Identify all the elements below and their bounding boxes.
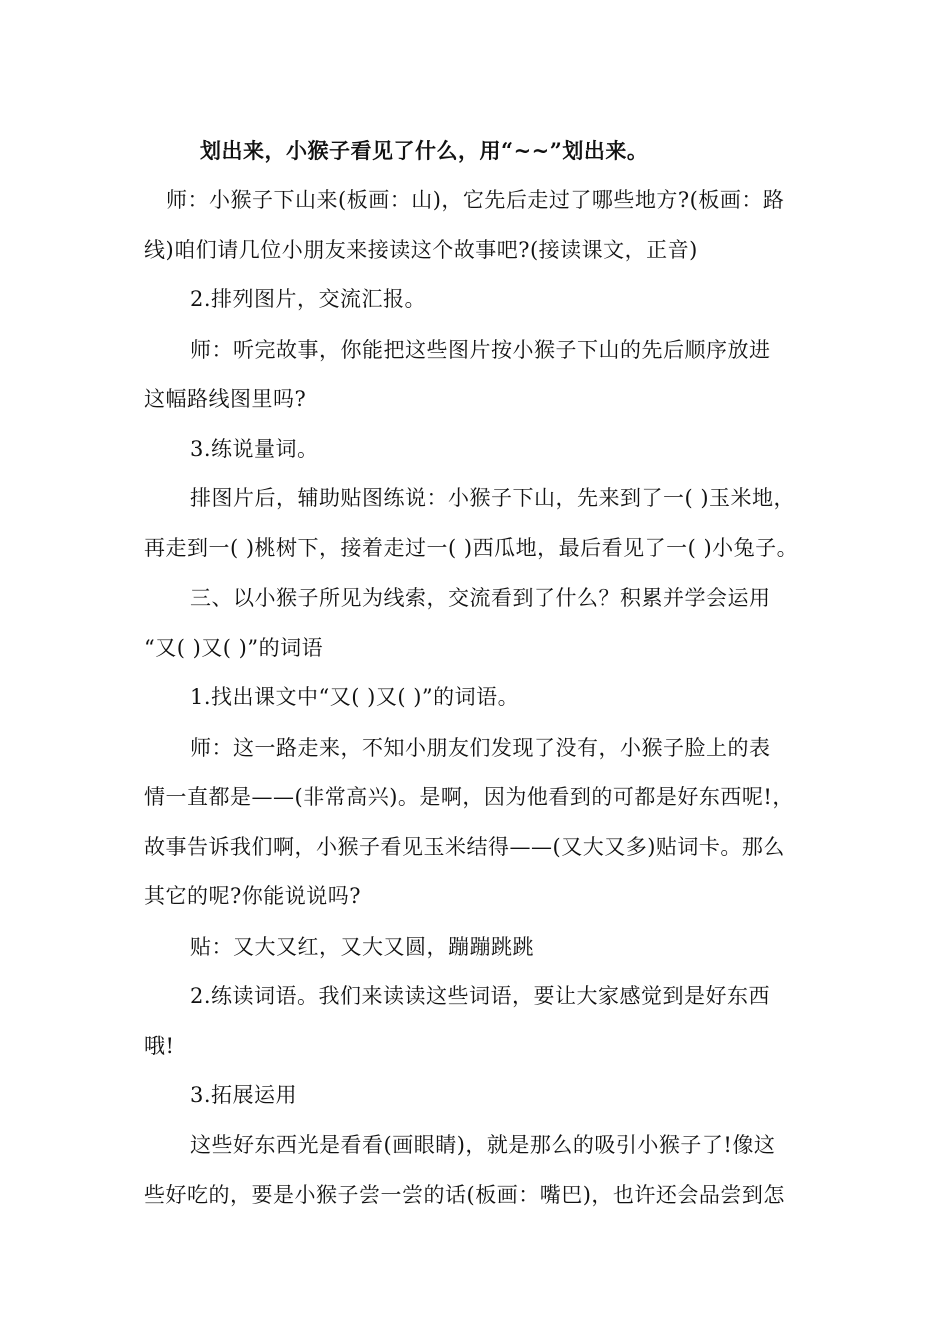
paragraph-line-16: 其它的呢?你能说说吗? — [144, 884, 362, 908]
section-heading-1: 1.找出课文中“又( )又( )”的词语。 — [190, 685, 520, 709]
paragraph-line-14: 情一直都是——(非常高兴)。是啊，因为他看到的可都是好东西呢!， — [144, 785, 794, 809]
paragraph-line-13: 师：这一路走来，不知小朋友们发现了没有，小猴子脸上的表 — [190, 736, 771, 760]
paragraph-line-8: 排图片后，辅助贴图练说：小猴子下山，先来到了一( )玉米地， — [190, 486, 796, 510]
section-heading-2: 2.排列图片，交流汇报。 — [190, 287, 427, 311]
paragraph-line-3: 线)咱们请几位小朋友来接读这个故事吧?(接读课文，正音) — [144, 238, 698, 262]
paragraph-line-22: 些好吃的，要是小猴子尝一尝的话(板画：嘴巴)，也许还会品尝到怎 — [144, 1183, 785, 1207]
section-heading-3b: 3.拓展运用 — [190, 1083, 298, 1107]
section-heading-3: 3.练说量词。 — [190, 437, 319, 461]
paragraph-line-9: 再走到一( )桃树下，接着走过一( )西瓜地，最后看见了一( )小兔子。 — [144, 536, 799, 560]
paragraph-line-11: “又( )又( )”的词语 — [144, 636, 324, 660]
paragraph-line-15: 故事告诉我们啊，小猴子看见玉米结得——(又大又多)贴词卡。那么 — [144, 835, 785, 859]
paragraph-line-17: 贴：又大又红，又大又圆，蹦蹦跳跳 — [190, 935, 534, 959]
section-heading-2b: 2.练读词语。我们来读读这些词语，要让大家感觉到是好东西 — [190, 984, 771, 1008]
paragraph-line-2: 师：小猴子下山来(板画：山)，它先后走过了哪些地方?(板画：路 — [166, 188, 785, 212]
paragraph-line-5: 师：听完故事，你能把这些图片按小猴子下山的先后顺序放进 — [190, 338, 771, 362]
paragraph-line-1: 划出来，小猴子看见了什么，用“~~”划出来。 — [200, 138, 649, 163]
paragraph-line-6: 这幅路线图里吗? — [144, 387, 307, 411]
section-heading-three: 三、以小猴子所见为线索，交流看到了什么？积累并学会运用 — [190, 586, 771, 610]
paragraph-line-21: 这些好东西光是看看(画眼睛)，就是那么的吸引小猴子了!像这 — [190, 1133, 776, 1157]
paragraph-line-19: 哦! — [144, 1034, 175, 1058]
